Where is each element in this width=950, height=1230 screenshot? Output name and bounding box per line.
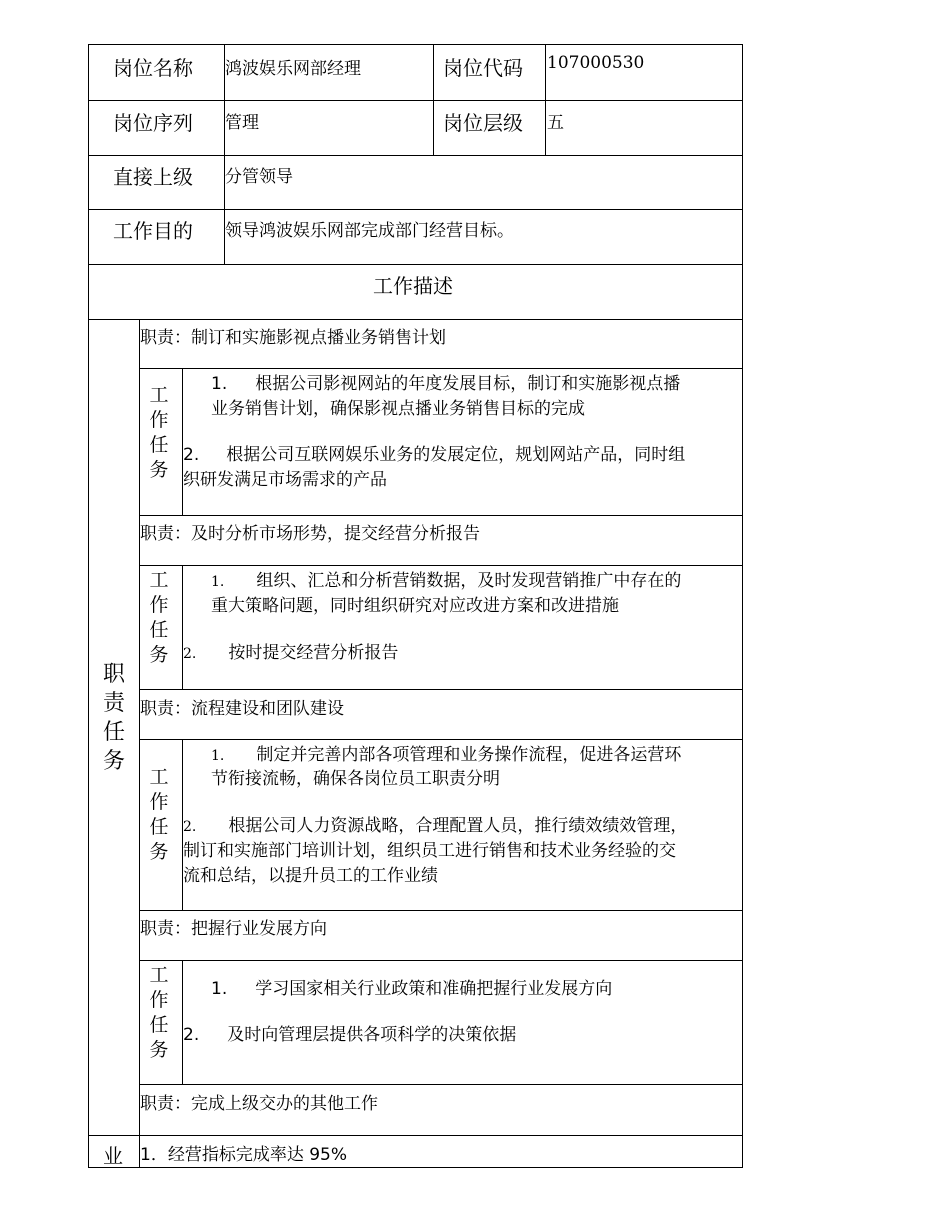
position-name-label: 岗位名称 (113, 56, 193, 80)
task-text: 制定并完善内部各项管理和业务操作流程，促进各运营环 (256, 745, 682, 765)
task-item (211, 977, 612, 1002)
position-series-value: 管理 (225, 113, 259, 133)
work-purpose-label: 工作目的 (113, 219, 193, 243)
task-item (211, 569, 681, 595)
task-item (183, 641, 398, 667)
task-item-cont: 重大策略问题，同时组织研究对应改进方案和改进措施 (211, 596, 619, 616)
task-item-cont: 节衔接流畅，确保各岗位员工职责分明 (211, 769, 500, 789)
task-text: 及时向管理层提供各项科学的决策依据 (227, 1025, 517, 1045)
grid-line (139, 910, 743, 911)
task-num: 1. (211, 979, 228, 999)
duty-title: 职责：及时分析市场形势，提交经营分析报告 (140, 524, 480, 544)
duty-title: 职责：把握行业发展方向 (140, 919, 327, 939)
grid-line (88, 1135, 743, 1136)
grid-line (139, 1084, 743, 1085)
task-text: 按时提交经营分析报告 (228, 643, 399, 663)
task-label: 工作任务 (149, 569, 169, 666)
direct-superior-value: 分管领导 (225, 167, 293, 187)
task-num: 1. (211, 748, 225, 764)
performance-item: 1．经营指标完成率达 95% (140, 1145, 348, 1165)
task-num: 1. (211, 574, 225, 590)
grid-line (139, 739, 743, 740)
performance-label: 业 (103, 1144, 123, 1168)
duty-title: 职责：完成上级交办的其他工作 (140, 1094, 378, 1114)
position-name-value: 鸿波娱乐网部经理 (225, 59, 361, 79)
grid-line (182, 368, 183, 516)
task-text: 学习国家相关行业政策和准确把握行业发展方向 (255, 979, 613, 999)
task-item-cont: 业务销售计划，确保影视点播业务销售目标的完成 (211, 399, 585, 419)
duty-title: 职责：制订和实施影视点播业务销售计划 (140, 328, 446, 348)
grid-line (88, 100, 743, 101)
direct-superior-label: 直接上级 (113, 165, 193, 189)
grid-line (88, 44, 743, 45)
grid-line (88, 319, 743, 320)
grid-line (88, 155, 743, 156)
task-text: 根据公司影视网站的年度发展目标，制订和实施影视点播 (255, 374, 681, 394)
position-level-value: 五 (547, 113, 564, 133)
grid-line (139, 565, 743, 566)
task-label: 工作任务 (149, 766, 169, 863)
task-item-cont: 制订和实施部门培训计划，组织员工进行销售和技术业务经验的交 (183, 841, 676, 861)
task-item (211, 372, 680, 397)
grid-line (88, 264, 743, 265)
task-num: 2. (183, 1025, 200, 1045)
work-purpose-value: 领导鸿波娱乐网部完成部门经营目标。 (225, 221, 514, 241)
grid-line (433, 44, 434, 156)
position-code-label: 岗位代码 (443, 56, 523, 80)
grid-line (139, 515, 743, 516)
task-num: 1. (211, 374, 228, 394)
task-label: 工作任务 (149, 384, 169, 481)
grid-line (139, 319, 140, 1168)
grid-line (139, 689, 743, 690)
task-item (183, 443, 685, 468)
task-item-cont: 流和总结，以提升员工的工作业绩 (183, 866, 438, 886)
grid-line (88, 1167, 743, 1168)
position-code-value: 107000530 (547, 53, 645, 73)
task-num: 2. (183, 445, 200, 465)
position-level-label: 岗位层级 (443, 111, 523, 135)
description-title: 工作描述 (373, 274, 453, 298)
task-text: 根据公司人力资源战略，合理配置人员，推行绩效绩效管理， (228, 816, 688, 836)
grid-line (88, 209, 743, 210)
duty-title: 职责：流程建设和团队建设 (140, 699, 344, 719)
duties-label: 职责任务 (102, 662, 125, 774)
task-item (183, 814, 687, 840)
task-item-cont: 织研发满足市场需求的产品 (183, 470, 387, 490)
task-num: 2. (183, 819, 197, 835)
task-num: 2. (183, 646, 197, 662)
grid-line (139, 368, 743, 369)
task-item (211, 743, 681, 769)
grid-line (182, 565, 183, 690)
task-label: 工作任务 (149, 964, 169, 1061)
grid-line (139, 960, 743, 961)
task-item (183, 1023, 516, 1048)
grid-line (742, 44, 743, 1168)
grid-line (88, 44, 89, 1168)
task-text: 组织、汇总和分析营销数据，及时发现营销推广中存在的 (256, 571, 682, 591)
position-series-label: 岗位序列 (113, 111, 193, 135)
grid-line (545, 44, 546, 156)
task-text: 根据公司互联网娱乐业务的发展定位，规划网站产品，同时组 (226, 445, 686, 465)
